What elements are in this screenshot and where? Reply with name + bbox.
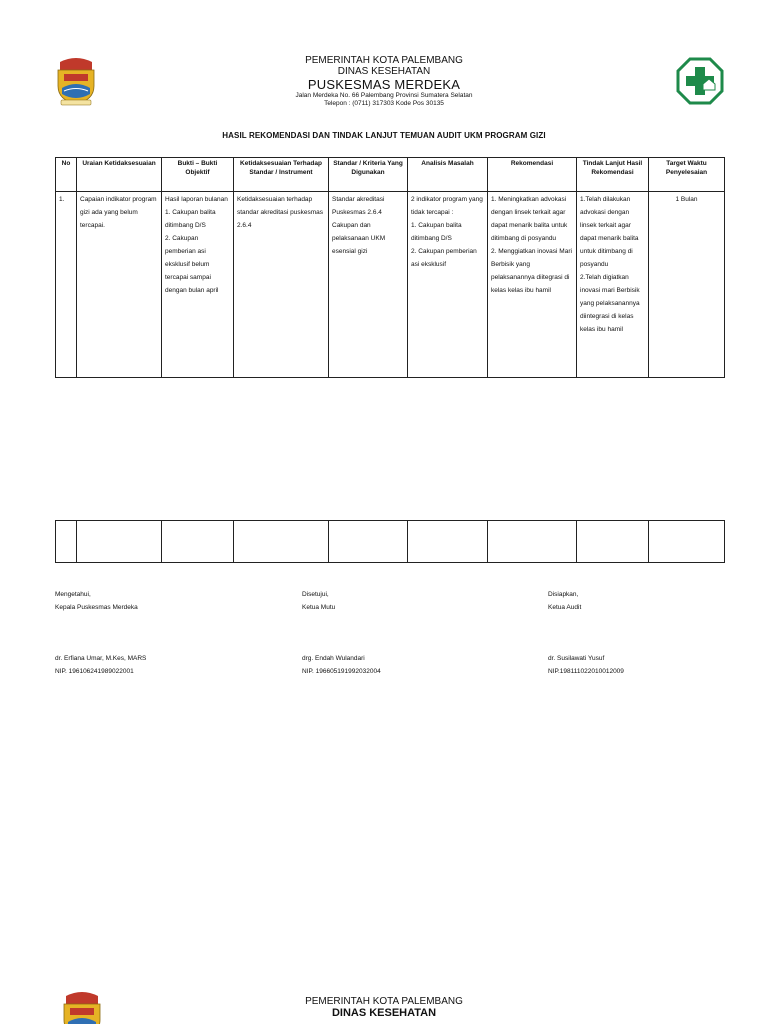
cell-ketidaksesuaian: Ketidaksesuaian terhadap standar akreditasi puskesmas 2.6.4: [234, 192, 329, 378]
empty-cell: [488, 521, 577, 563]
header-tindak-lanjut: Tindak Lanjut Hasil Rekomendasi: [577, 158, 649, 192]
signature-right-role2: Ketua Audit: [548, 604, 582, 611]
table-row: [56, 192, 725, 378]
empty-cell: [408, 521, 488, 563]
signature-right-nip: NIP.198111022010012009: [548, 668, 624, 675]
signature-middle-name: drg. Endah Wulandari: [302, 655, 365, 662]
signature-block-left: [55, 588, 146, 678]
empty-cell: [56, 521, 77, 563]
letterhead-page2-department: DINAS KESEHATAN: [331, 1007, 437, 1019]
signature-block-right: [548, 588, 624, 678]
empty-cell: [577, 521, 649, 563]
empty-cell: [234, 521, 329, 563]
signature-block-middle: [302, 588, 381, 678]
cell-standar: Standar akreditasi Puskesmas 2.6.4 Cakupan dan pelaksanaan UKM esensial gizi: [329, 192, 408, 378]
signature-middle-role2: Ketua Mutu: [302, 604, 336, 611]
cell-rekomendasi: 1. Meningkatkan advokasi dengan linsek terkait agar dapat menarik balita untuk ditimbang di posyandu 2. Menggiatkan inovasi Mari Berbisik yang pelaksanannya diitegrasi di kelas kelas ibu hamil: [488, 192, 577, 378]
letterhead-address: Jalan Merdeka No. 66 Palembang Provinsi Sumatera Selatan: [295, 92, 473, 99]
empty-cell: [329, 521, 408, 563]
header-uraian: Uraian Ketidaksesuaian: [77, 158, 162, 192]
header-no: No: [56, 158, 77, 192]
letterhead-page2: [0, 996, 768, 1020]
cell-bukti: Hasil laporan bulanan 1. Cakupan balita ditimbang D/S 2. Cakupan pemberian asi eksklusif belum tercapai sampai dengan bulan april: [162, 192, 234, 378]
signature-right-role1: Disiapkan,: [548, 591, 579, 598]
header-rekomendasi: Rekomendasi: [488, 158, 577, 192]
letterhead-page2-government: PEMERINTAH KOTA PALEMBANG: [305, 996, 463, 1007]
header-target: Target Waktu Penyelesaian: [649, 158, 725, 192]
signature-middle-role1: Disetujui,: [302, 591, 329, 598]
letterhead-phone: Telepon : (0711) 317303 Kode Pos 30135: [324, 100, 444, 107]
cell-target: 1 Bulan: [649, 192, 725, 378]
audit-findings-table: [55, 157, 725, 378]
cell-no: 1.: [56, 192, 77, 378]
signature-left-name: dr. Erfiana Umar, M.Kes, MARS: [55, 655, 147, 662]
letterhead-government: PEMERINTAH KOTA PALEMBANG: [305, 55, 463, 66]
signature-middle-nip: NIP. 196605191992032004: [302, 668, 381, 675]
empty-cell: [77, 521, 162, 563]
cell-uraian: Capaian indikator program gizi ada yang belum tercapai.: [77, 192, 162, 378]
header-ketidaksesuaian: Ketidaksesuaian Terhadap Standar / Instrument: [234, 158, 329, 192]
empty-table-row: [55, 520, 725, 563]
cell-analisis: 2 indikator program yang tidak tercapai : 1. Cakupan balita ditimbang D/S 2. Cakupan pemberian asi eksklusif: [408, 192, 488, 378]
cell-tindak-lanjut: 1.Telah dilakukan advokasi dengan linsek terkait agar dapat menarik balita untuk ditimbang di posyandu 2.Telah digiatkan inovasi mari Berbisik yang pelaksanannya diintegrasi di kelas kelas ibu hamil: [577, 192, 649, 378]
empty-cell: [649, 521, 725, 563]
header-analisis: Analisis Masalah: [408, 158, 488, 192]
letterhead-department: DINAS KESEHATAN: [337, 66, 431, 77]
empty-cell: [162, 521, 234, 563]
header-standar: Standar / Kriteria Yang Digunakan: [329, 158, 408, 192]
letterhead-puskesmas: PUSKESMAS MERDEKA: [307, 77, 461, 92]
letterhead: [0, 55, 768, 108]
signature-left-nip: NIP. 196106241989022001: [55, 668, 134, 675]
header-bukti: Bukti – Bukti Objektif: [162, 158, 234, 192]
signature-left-role1: Mengetahui,: [55, 591, 91, 598]
signature-right-name: dr. Susilawati Yusuf: [548, 655, 605, 662]
signature-left-role2: Kepala Puskesmas Merdeka: [55, 604, 138, 611]
document-title: HASIL REKOMENDASI DAN TINDAK LANJUT TEMUAN AUDIT UKM PROGRAM GIZI: [222, 131, 546, 140]
